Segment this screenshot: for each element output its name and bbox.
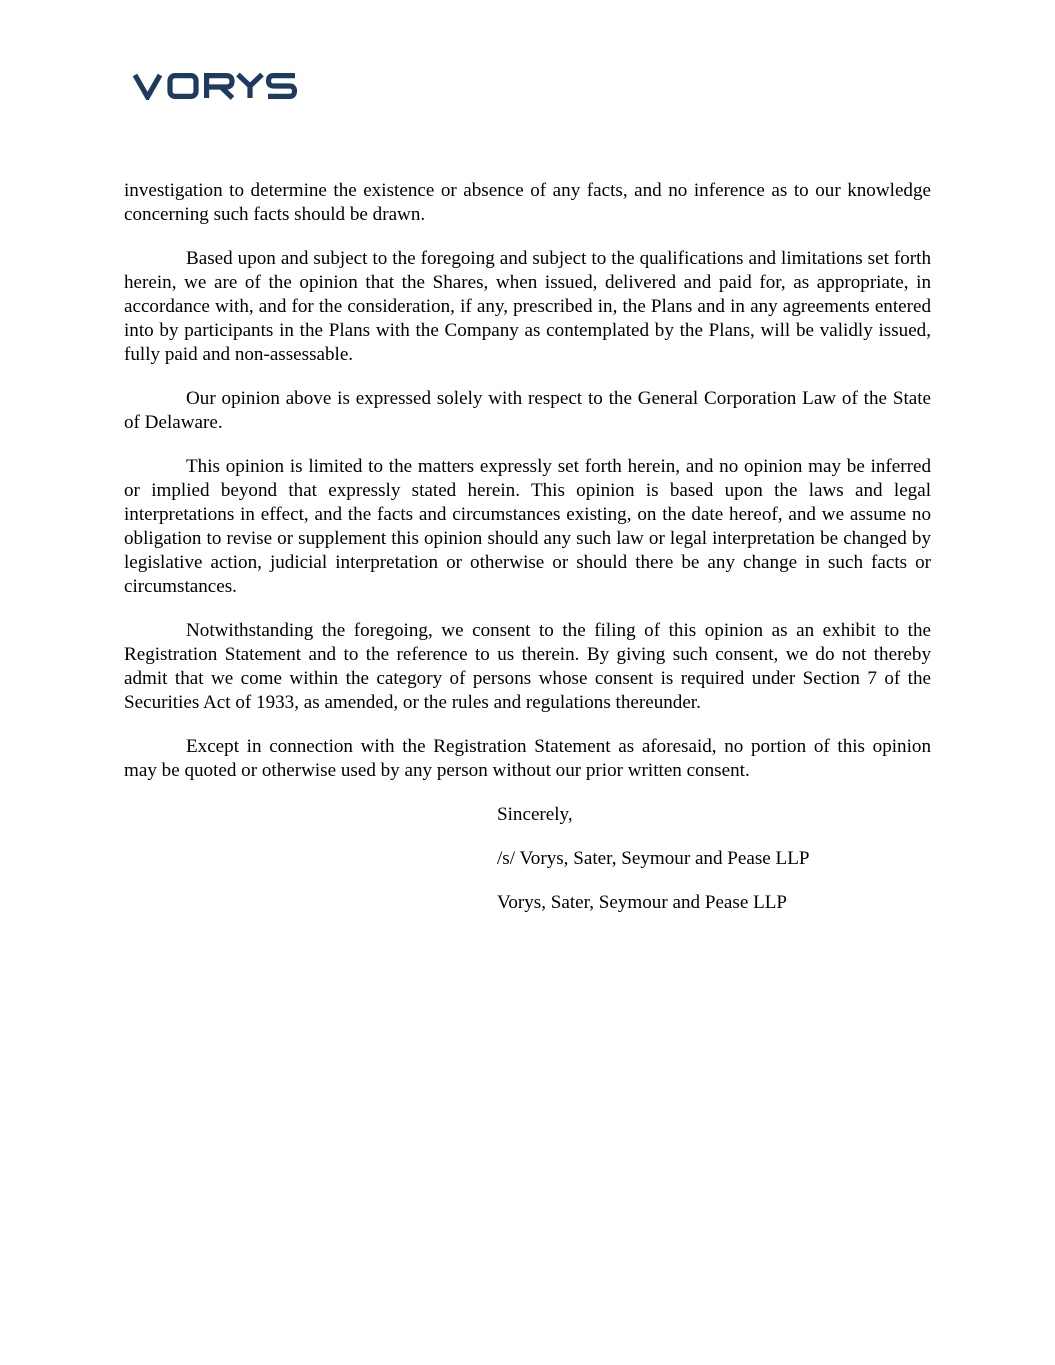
signature-block	[497, 803, 931, 915]
body-paragraph-6: Except in connection with the Registration Statement as aforesaid, no portion of this opinion may be quoted or otherwise used by any person without our prior written consent.	[124, 736, 931, 781]
letter-body	[124, 179, 931, 935]
body-paragraph-5: Notwithstanding the foregoing, we consent to the filing of this opinion as an exhibit to the Registration Statement and to the reference to us therein. By giving such consent, we do not thereby admit that we come within the category of persons whose consent is required under Section 7 of the Securities Act of 1933, as amended, or the rules and regulations thereunder.	[124, 620, 931, 713]
signature: /s/ Vorys, Sater, Seymour and Pease LLP	[497, 848, 810, 869]
firm-name: Vorys, Sater, Seymour and Pease LLP	[497, 892, 788, 913]
vorys-logo-graphic	[133, 72, 297, 100]
body-paragraph-3: Our opinion above is expressed solely with respect to the General Corporation Law of the State of Delaware.	[124, 388, 931, 433]
body-paragraph-4: This opinion is limited to the matters expressly set forth herein, and no opinion may be inferred or implied beyond that expressly stated herein. This opinion is based upon the laws and legal interpretations in effect, and the facts and circumstances existing, on the date hereof, and we assume no obligation to revise or supplement this opinion should any such law or legal interpretation be changed by legislative action, judicial interpretation or otherwise or should there be any change in such facts or circumstances.	[124, 456, 931, 597]
body-paragraph-2: Based upon and subject to the foregoing and subject to the qualifications and limitations set forth herein, we are of the opinion that the Shares, when issued, delivered and paid for, as appropriate, in accordance with, and for the consideration, if any, prescribed in, the Plans and in any agreements entered into by participants in the Plans with the Company as contemplated by the Plans, will be validly issued, fully paid and non-assessable.	[124, 248, 931, 365]
body-paragraph-1: investigation to determine the existence or absence of any facts, and no inference as to our knowledge concerning such facts should be drawn.	[124, 180, 931, 225]
vorys-logo	[133, 68, 297, 104]
salutation: Sincerely,	[497, 804, 573, 825]
